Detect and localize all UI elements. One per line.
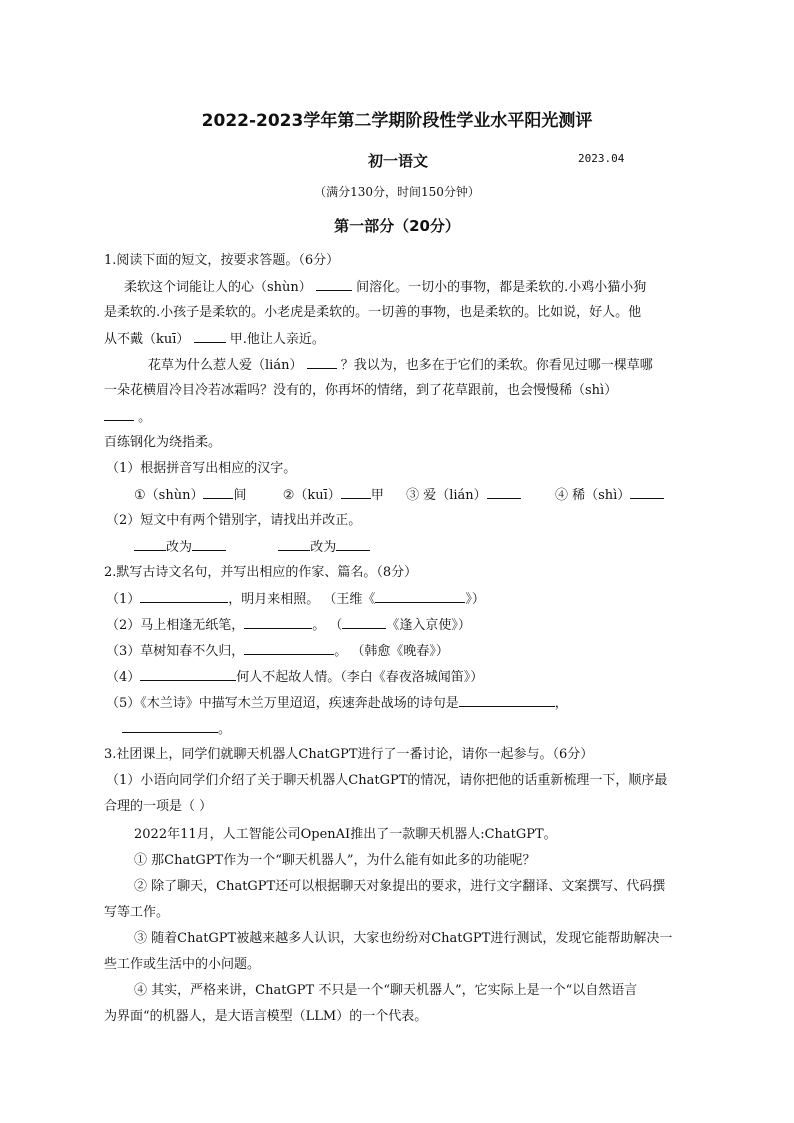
q2-text: ，明月来相照。 （王维《 [228, 592, 376, 607]
q3-sentence-4: 为界面“的机器人，是大语言模型（LLM）的一个代表。 [104, 1009, 428, 1024]
exam-subject: 初一语文 [368, 152, 429, 170]
answer-blank[interactable] [134, 538, 166, 551]
q1-passage-text: ？我以为，也多在于它们的柔软。你看见过哪一棵草哪 [340, 358, 653, 373]
q2-text: 《逢入京使》） [386, 618, 471, 633]
answer-blank[interactable] [104, 408, 134, 421]
q1-passage-line [104, 330, 325, 349]
q2-line [122, 720, 231, 739]
pinyin-item: ①（shùn） [134, 488, 204, 503]
q1-stem: 1.阅读下面的短文，按要求答题。（6分） [104, 253, 340, 268]
answer-blank[interactable] [203, 486, 233, 499]
q2-text: 。 [218, 722, 232, 737]
q2-text: （2）马上相逢无纸笔， [106, 618, 245, 633]
pinyin-item: ④ 稀（shì） [554, 488, 631, 503]
fix-label: 改为 [310, 540, 337, 555]
answer-blank[interactable] [459, 694, 555, 707]
pinyin-item: 间 [233, 488, 247, 503]
q2-text: 何人不起故人情。（李白《春夜洛城闻笛》） [236, 670, 484, 685]
answer-blank[interactable] [630, 486, 664, 499]
part-one-heading: 第一部分（20分） [334, 217, 460, 235]
q2-text: 》） [465, 592, 485, 607]
q3-sentence-3: ③ 随着ChatGPT被越来越多人认识，大家也纷纷对ChatGPT进行测试，发现它能帮助解决一 [134, 931, 673, 946]
q2-stem: 2.默写古诗文名句，并写出相应的作家、篇名。（8分） [104, 565, 418, 580]
q1-passage-line [124, 278, 646, 297]
answer-blank[interactable] [336, 538, 370, 551]
q1-passage-text: 从不戴（kuī） [104, 332, 190, 347]
answer-blank[interactable] [341, 486, 371, 499]
q1-pinyin-row [134, 486, 664, 505]
answer-blank[interactable] [192, 538, 226, 551]
pinyin-item: 甲 [370, 488, 384, 503]
exam-score-time-note: （满分130分，时间150分钟） [314, 185, 480, 199]
answer-blank[interactable] [316, 278, 352, 291]
answer-blank[interactable] [375, 590, 465, 603]
q1-correction-row [134, 538, 370, 557]
q2-line [106, 642, 449, 661]
q2-text: （3）草树知春不久归， [106, 644, 245, 659]
q2-text: （4） [106, 670, 141, 685]
q1-passage-text: 甲.他让人亲近。 [229, 332, 325, 347]
q1-passage-line: 百练钢化为绕指柔。 [104, 435, 222, 450]
q2-line [106, 668, 483, 687]
q2-text: ， [554, 696, 568, 711]
q3-sentence-4: ④ 其实，严格来讲，ChatGPT 不只是一个“聊天机器人”，它实际上是一个“以自然语言 [134, 983, 638, 998]
q1-sub1: （1）根据拼音写出相应的汉字。 [106, 461, 297, 476]
q1-passage-line [148, 356, 653, 375]
q3-sentence-2: ② 除了聊天，ChatGPT还可以根据聊天对象提出的要求，进行文字翻译、文案撰写、代码撰 [134, 879, 666, 894]
answer-blank[interactable] [122, 720, 218, 733]
answer-blank[interactable] [307, 356, 337, 369]
q3-intro: 2022年11月，人工智能公司OpenAI推出了一款聊天机器人:ChatGPT。 [134, 827, 557, 842]
answer-blank[interactable] [194, 330, 226, 343]
exam-date: 2023.04 [578, 152, 625, 165]
q2-line [106, 590, 485, 609]
answer-blank[interactable] [244, 642, 334, 655]
q1-passage-line [104, 408, 151, 427]
answer-blank[interactable] [140, 668, 236, 681]
q3-sub1: 合理的一项是（ ） [104, 799, 213, 814]
answer-blank[interactable] [342, 616, 386, 629]
fix-label: 改为 [166, 540, 193, 555]
q3-sub1: （1）小语向同学们介绍了关于聊天机器人ChatGPT的情况，请你把他的话重新梳理一下，顺序最 [106, 773, 668, 788]
q3-sentence-2: 写等工作。 [104, 905, 170, 920]
q1-passage-line: 是柔软的.小孩子是柔软的。小老虎是柔软的。一切善的事物，也是柔软的。比如说，好人。他 [104, 305, 642, 320]
exam-title: 2022-2023学年第二学期阶段性学业水平阳光测评 [201, 111, 593, 131]
q2-text: 。 （韩愈《晚春》） [334, 644, 449, 659]
q1-passage-text: 柔软这个词能让人的心（shùn） [124, 280, 312, 295]
q1-passage-text: 花草为什么惹人爱（lián） [148, 358, 303, 373]
answer-blank[interactable] [278, 538, 310, 551]
q2-text: 。 （ [312, 618, 343, 633]
q3-stem: 3.社团课上，同学们就聊天机器人ChatGPT进行了一番讨论，请你一起参与。（6分） [104, 747, 594, 762]
answer-blank[interactable] [487, 486, 521, 499]
q2-text: （5）《木兰诗》中描写木兰万里迢迢，疾速奔赴战场的诗句是 [106, 696, 459, 711]
q1-sub2: （2）短文中有两个错别字，请找出并改正。 [106, 513, 362, 528]
q2-text: （1） [106, 592, 141, 607]
q3-sentence-3: 些工作或生活中的小问题。 [104, 957, 261, 972]
q2-line [106, 694, 568, 713]
q2-line [106, 616, 471, 635]
answer-blank[interactable] [244, 616, 312, 629]
answer-blank[interactable] [140, 590, 228, 603]
pinyin-item: ③ 爱（lián） [406, 488, 487, 503]
pinyin-item: ②（kuī） [282, 488, 341, 503]
q1-passage-text: 间溶化。一切小的事物，都是柔软的.小鸡小猫小狗 [356, 280, 647, 295]
q1-passage-text: 。 [138, 410, 152, 425]
q1-passage-line: 一朵花横眉冷目冷若冰霜吗？没有的，你再坏的情绪，到了花草跟前，也会慢慢稀（shì） [104, 383, 618, 398]
q3-sentence-1: ① 那ChatGPT作为一个“聊天机器人”，为什么能有如此多的功能呢？ [134, 853, 536, 868]
